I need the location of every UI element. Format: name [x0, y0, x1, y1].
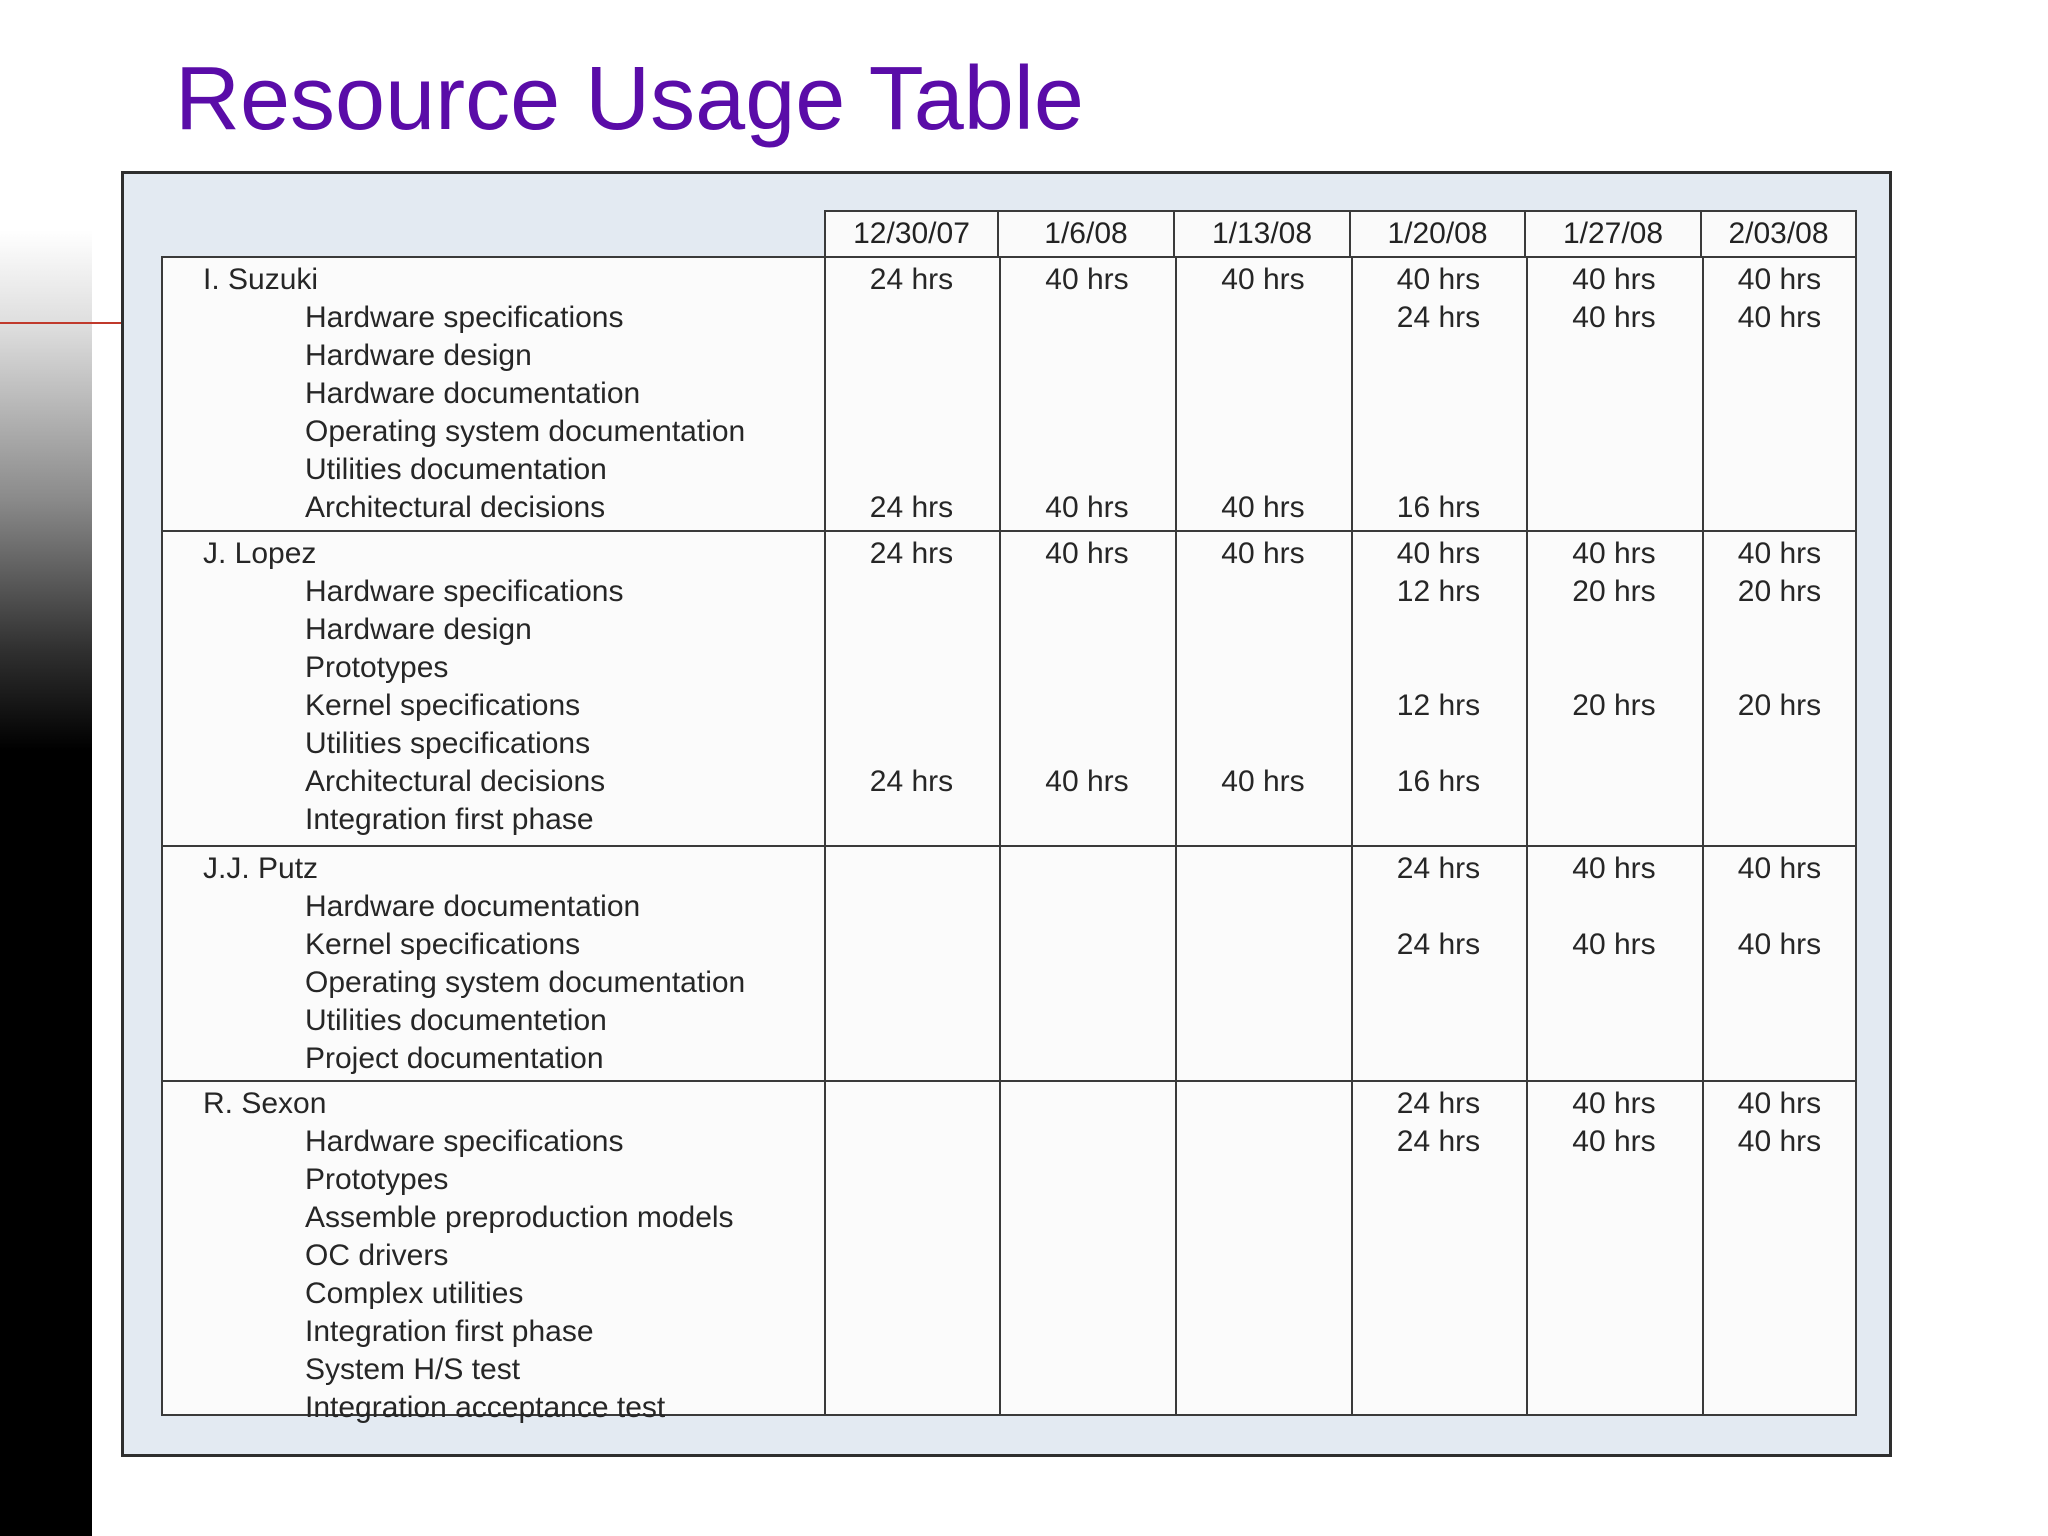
hours-cell: 20 hrs	[1737, 689, 1822, 722]
person-name: I. Suzuki	[203, 263, 319, 296]
hours-cell: 24 hrs	[1396, 852, 1481, 885]
hours-cell: 16 hrs	[1396, 765, 1481, 798]
hours-cell: 40 hrs	[1572, 263, 1656, 296]
hours-cell: 40 hrs	[1221, 491, 1305, 524]
task-label: Hardware documentation	[305, 377, 641, 410]
table-body	[161, 256, 1857, 1424]
column-divider	[1702, 258, 1704, 1414]
task-label: Architectural decisions	[305, 765, 606, 798]
hours-cell: 40 hrs	[1572, 1125, 1656, 1158]
hours-cell: 40 hrs	[1396, 263, 1481, 296]
hours-cell: 40 hrs	[1572, 928, 1656, 961]
column-divider	[999, 258, 1001, 1414]
task-label: Hardware specifications	[305, 575, 624, 608]
person-name: R. Sexon	[203, 1087, 327, 1120]
hours-cell: 24 hrs	[869, 765, 954, 798]
hours-cell: 40 hrs	[1045, 537, 1129, 570]
hours-cell: 24 hrs	[869, 263, 954, 296]
task-label: Kernel specifications	[305, 689, 581, 722]
hours-cell: 20 hrs	[1737, 575, 1822, 608]
group-divider	[163, 530, 1855, 532]
hours-cell: 24 hrs	[1396, 301, 1481, 334]
hours-cell: 40 hrs	[1572, 537, 1656, 570]
hours-cell: 40 hrs	[1737, 1125, 1822, 1158]
task-label: Utilities documentetion	[305, 1004, 607, 1037]
hours-cell: 40 hrs	[1221, 765, 1305, 798]
hours-cell: 20 hrs	[1572, 689, 1656, 722]
task-label: Integration acceptance test	[305, 1391, 666, 1424]
hours-cell: 40 hrs	[1737, 263, 1822, 296]
column-divider	[824, 258, 826, 1414]
table-figure-frame	[121, 171, 1892, 1457]
red-accent-line	[0, 322, 122, 324]
hours-cell: 40 hrs	[1045, 491, 1129, 524]
group-divider	[163, 1080, 1855, 1082]
hours-cell: 40 hrs	[1221, 537, 1305, 570]
task-label: Hardware design	[305, 613, 532, 646]
hours-cell: 40 hrs	[1572, 852, 1656, 885]
date-header-4: 1/20/08	[1349, 210, 1526, 258]
task-label: Complex utilities	[305, 1277, 524, 1310]
column-divider	[1351, 258, 1353, 1414]
hours-cell: 40 hrs	[1572, 301, 1656, 334]
left-bar-top	[0, 0, 92, 230]
task-label: Operating system documentation	[305, 415, 746, 448]
task-label: OC drivers	[305, 1239, 449, 1272]
task-label: Prototypes	[305, 1163, 449, 1196]
hours-cell: 40 hrs	[1737, 928, 1822, 961]
task-label: Hardware documentation	[305, 890, 641, 923]
column-divider	[1526, 258, 1528, 1414]
hours-cell: 40 hrs	[1045, 765, 1129, 798]
hours-cell: 40 hrs	[1396, 537, 1481, 570]
task-label: Utilities documentation	[305, 453, 607, 486]
date-header-2: 1/6/08	[997, 210, 1175, 258]
task-label: System H/S test	[305, 1353, 521, 1386]
column-divider	[1175, 258, 1177, 1414]
date-header-1: 12/30/07	[824, 210, 999, 258]
task-label: Operating system documentation	[305, 966, 746, 999]
hours-cell: 40 hrs	[1737, 301, 1822, 334]
hours-cell: 40 hrs	[1045, 263, 1129, 296]
hours-cell: 12 hrs	[1396, 689, 1481, 722]
resource-usage-table	[161, 210, 1857, 1424]
date-header-5: 1/27/08	[1524, 210, 1702, 258]
task-label: Integration first phase	[305, 803, 594, 836]
hours-cell: 40 hrs	[1572, 1087, 1656, 1120]
hours-cell: 40 hrs	[1737, 852, 1822, 885]
person-name: J.J. Putz	[203, 852, 319, 885]
hours-cell: 20 hrs	[1572, 575, 1656, 608]
person-name: J. Lopez	[203, 537, 317, 570]
task-label: Project documentation	[305, 1042, 604, 1075]
task-label: Kernel specifications	[305, 928, 581, 961]
task-label: Architectural decisions	[305, 491, 606, 524]
date-header-3: 1/13/08	[1173, 210, 1351, 258]
task-label: Hardware design	[305, 339, 532, 372]
group-divider	[163, 845, 1855, 847]
task-label: Assemble preproduction models	[305, 1201, 734, 1234]
hours-cell: 40 hrs	[1221, 263, 1305, 296]
date-header-6: 2/03/08	[1700, 210, 1857, 258]
hours-cell: 40 hrs	[1737, 1087, 1822, 1120]
hours-cell: 16 hrs	[1396, 491, 1481, 524]
task-label: Prototypes	[305, 651, 449, 684]
task-label: Hardware specifications	[305, 1125, 624, 1158]
hours-cell: 24 hrs	[1396, 928, 1481, 961]
hours-cell: 24 hrs	[869, 491, 954, 524]
hours-cell: 24 hrs	[1396, 1087, 1481, 1120]
task-label: Integration first phase	[305, 1315, 594, 1348]
slide-title: Resource Usage Table	[175, 49, 1084, 149]
left-decorative-bar	[0, 0, 92, 1536]
task-label: Hardware specifications	[305, 301, 624, 334]
hours-cell: 24 hrs	[869, 537, 954, 570]
hours-cell: 24 hrs	[1396, 1125, 1481, 1158]
task-label: Utilities specifications	[305, 727, 591, 760]
hours-cell: 12 hrs	[1396, 575, 1481, 608]
hours-cell: 40 hrs	[1737, 537, 1822, 570]
